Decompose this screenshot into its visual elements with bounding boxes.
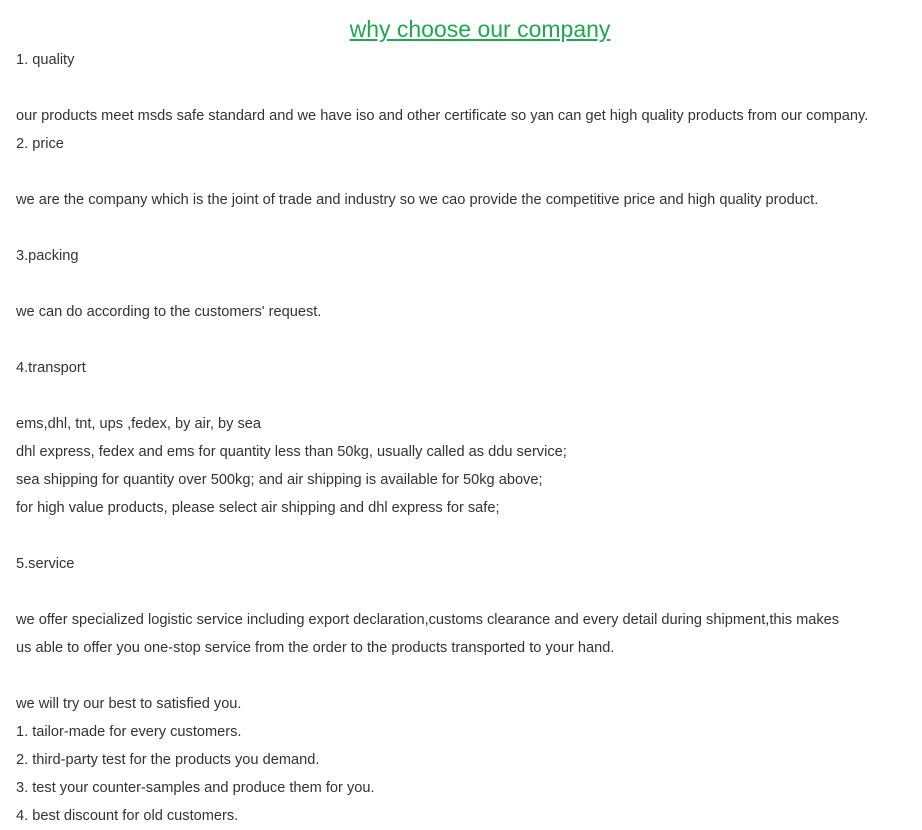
- closing-item: 1. tailor-made for every customers.: [16, 724, 242, 740]
- spacer: [16, 214, 906, 242]
- spacer: [16, 578, 906, 606]
- quality-text: our products meet msds safe standard and we have iso and other certificate so yan can get high quality products from our company.: [16, 108, 869, 124]
- spacer: [16, 158, 906, 186]
- spacer: [16, 270, 906, 298]
- transport-line: for high value products, please select air shipping and dhl express for safe;: [16, 500, 500, 516]
- transport-line: ems,dhl, tnt, ups ,fedex, by air, by sea: [16, 416, 261, 432]
- service-line: us able to offer you one-stop service from the order to the products transported to your hand.: [16, 640, 615, 656]
- transport-heading: 4.transport: [16, 360, 86, 376]
- price-text: we are the company which is the joint of trade and industry so we cao provide the competitive price and high quality product.: [16, 192, 819, 208]
- quality-heading: 1. quality: [16, 52, 75, 68]
- spacer: [16, 522, 906, 550]
- packing-text: we can do according to the customers' request.: [16, 304, 322, 320]
- closing-item: 3. test your counter-samples and produce them for you.: [16, 780, 375, 796]
- closing-item: 2. third-party test for the products you demand.: [16, 752, 320, 768]
- price-heading: 2. price: [16, 136, 64, 152]
- clipped-previous-text: [16, 0, 906, 2]
- article-body: [16, 46, 906, 830]
- service-heading: 5.service: [16, 556, 75, 572]
- spacer: [16, 326, 906, 354]
- transport-line: dhl express, fedex and ems for quantity less than 50kg, usually called as ddu service;: [16, 444, 567, 460]
- transport-line: sea shipping for quantity over 500kg; and air shipping is available for 50kg above;: [16, 472, 543, 488]
- closing-item: 4. best discount for old customers.: [16, 808, 239, 824]
- page-title-link[interactable]: why choose our company: [349, 16, 611, 42]
- service-line: we offer specialized logistic service including export declaration,customs clearance and every detail during shipment,this makes: [16, 612, 840, 628]
- spacer: [16, 662, 906, 690]
- packing-heading: 3.packing: [16, 248, 79, 264]
- closing-intro: we will try our best to satisfied you.: [16, 696, 242, 712]
- spacer: [16, 74, 906, 102]
- spacer: [16, 382, 906, 410]
